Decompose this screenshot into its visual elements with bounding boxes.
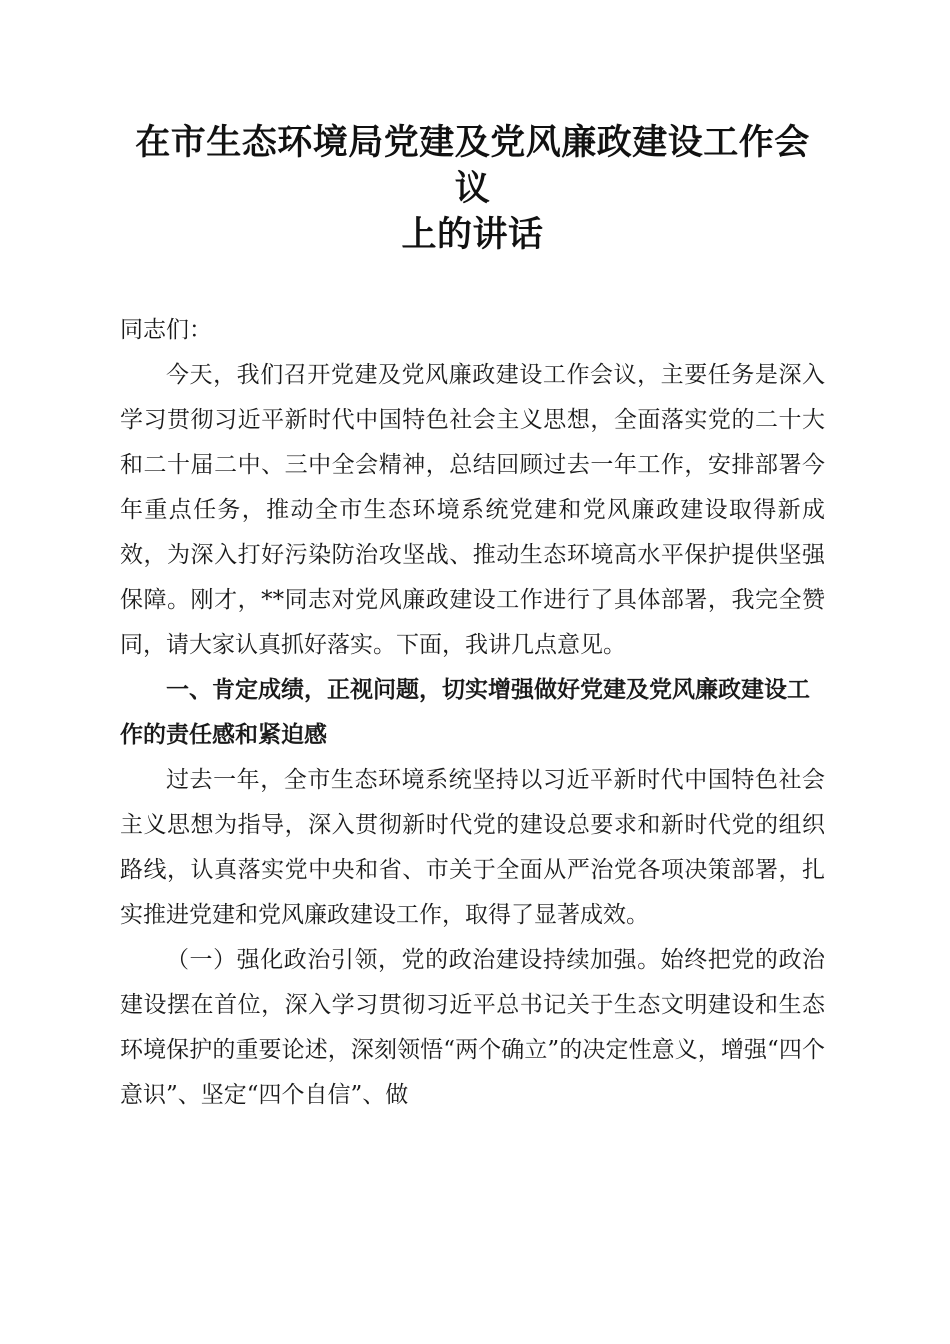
- document-title: [120, 120, 825, 258]
- section-1-heading: 一、肯定成绩，正视问题，切实增强做好党建及党风廉政建设工作的责任感和紧迫感: [120, 677, 810, 748]
- sub-1-text: 始终把党的政治建设摆在首位，深入学习贯彻习近平总书记关于生态文明建设和生态环境保护的重要论述，深刻领悟“两个确立”的决定性意义，增强“四个意识”、坚定“四个自信”、做: [120, 947, 826, 1108]
- opening-paragraph: 今天，我们召开党建及党风廉政建设工作会议，主要任务是深入学习贯彻习近平新时代中国特色社会主义思想，全面落实党的二十大和二十届二中、三中全会精神，总结回顾过去一年工作，安排部署今年重点任务，推动全市生态环境系统党建和党风廉政建设取得新成效，为深入打好污染防治攻坚战、推动生态环境高水平保护提供坚强保障。刚才，**同志对党风廉政建设工作进行了具体部署，我完全赞同，请大家认真抓好落实。下面，我讲几点意见。: [120, 362, 825, 658]
- section-1-intro-paragraph: 过去一年，全市生态环境系统坚持以习近平新时代中国特色社会主义思想为指导，深入贯彻新时代党的建设总要求和新时代党的组织路线，认真落实党中央和省、市关于全面从严治党各项决策部署，扎实推进党建和党风廉政建设工作，取得了显著成效。: [120, 767, 825, 928]
- title-line-1: 在市生态环境局党建及党风廉政建设工作会议: [135, 122, 810, 209]
- salutation: 同志们：: [120, 317, 212, 343]
- section-1-sub-1-paragraph: [120, 938, 825, 1118]
- document-page: [120, 120, 825, 1118]
- document-body: [120, 308, 825, 1118]
- title-line-2: 上的讲话: [401, 214, 544, 255]
- sub-1-lead: （一）强化政治引领，党的政治建设持续加强。: [166, 947, 661, 973]
